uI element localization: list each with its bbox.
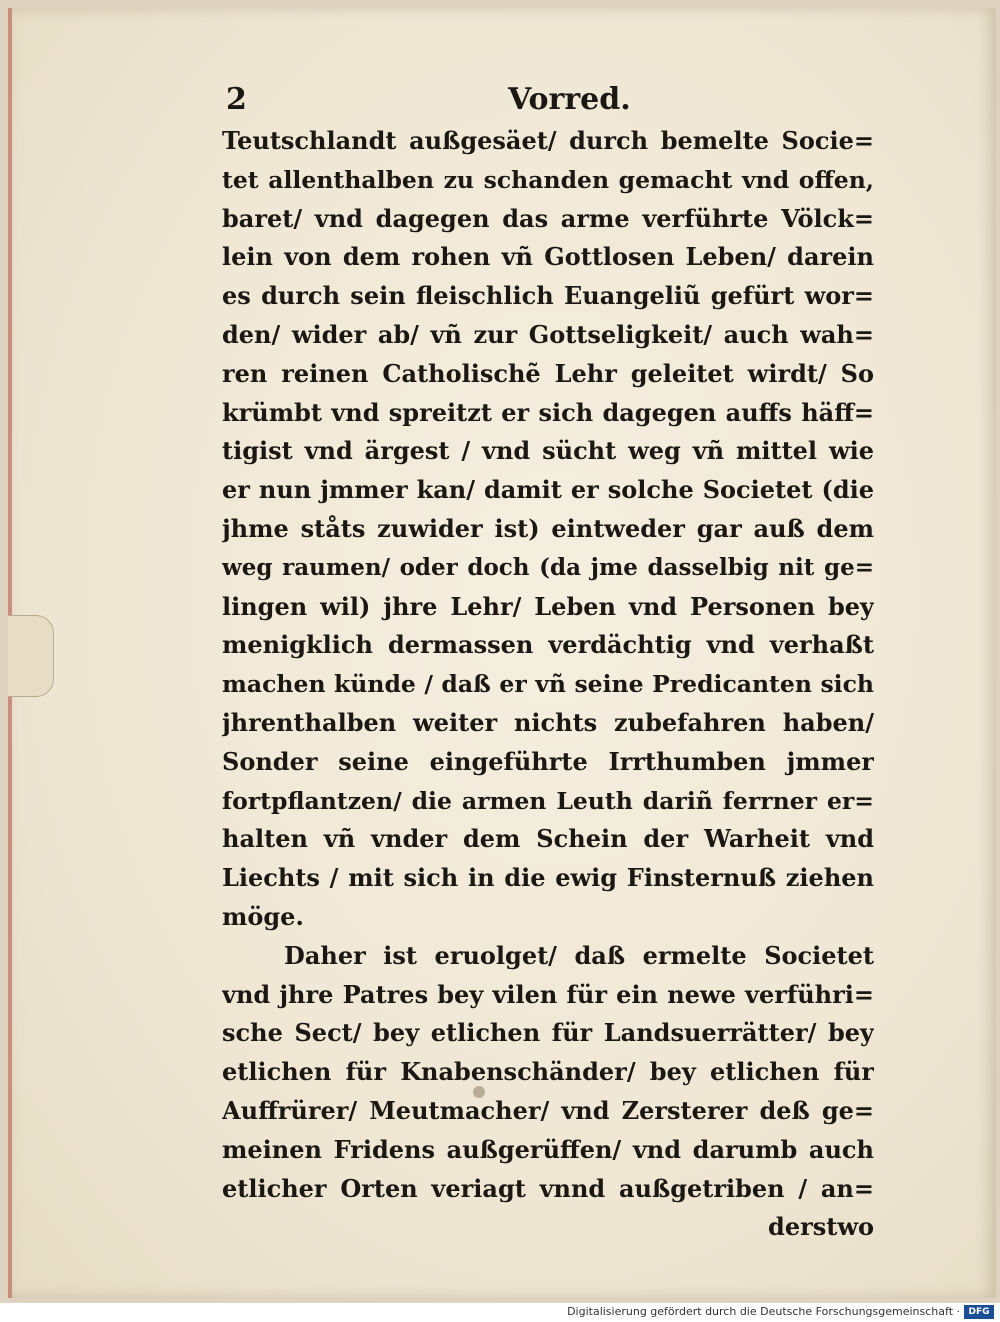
text-line: meinen Fridens außgerüffen/ vnd darumb auch bbox=[222, 1134, 874, 1164]
text-line: machen künde / daß er vñ seine Predicanten sich bbox=[222, 670, 874, 699]
text-line: sche Sect/ bey etlichen für Landsuerrätter/ bey bbox=[222, 1018, 874, 1048]
text-line: menigklich dermassen verdächtig vnd verhaßt bbox=[222, 630, 874, 660]
text-line: den/ wider ab/ vñ zur Gottseligkeit/ auch wah= bbox=[222, 319, 874, 349]
text-line: möge. bbox=[222, 901, 304, 931]
text-line: Auffrürer/ Meutmacher/ vnd Zersterer deß ge= bbox=[222, 1095, 874, 1125]
funding-credit: Digitalisierung gefördert durch die Deutsche Forschungsgemeinschaft · bbox=[567, 1305, 960, 1318]
page-number: 2 bbox=[226, 82, 247, 117]
catchword: derstwo bbox=[768, 1212, 874, 1242]
text-line: lein von dem rohen vñ Gottlosen Leben/ darein bbox=[222, 242, 874, 272]
text-line: baret/ vnd dagegen das arme verführte Völck= bbox=[222, 203, 874, 233]
text-line: Sonder seine eingeführte Irrthumben jmmer bbox=[222, 746, 874, 776]
text-line: es durch sein fleischlich Euangeliũ gefürt wor= bbox=[222, 281, 874, 311]
paragraph-start-line: Daher ist eruolget/ daß ermelte Societet bbox=[284, 940, 874, 970]
text-line: Liechts / mit sich in die ewig Finsternuß ziehen bbox=[222, 863, 874, 893]
running-head: Vorred. bbox=[508, 82, 631, 117]
text-line: ren reinen Catholischẽ Lehr geleitet wirdt/ So bbox=[222, 358, 874, 388]
text-line: lingen wil) jhre Lehr/ Leben vnd Personen bey bbox=[222, 591, 874, 621]
text-line: tigist vnd ärgest / vnd sücht weg vñ mittel wie bbox=[222, 436, 874, 466]
footer-bar bbox=[0, 1303, 1000, 1322]
text-line: vnd jhre Patres bey vilen für ein newe verführi= bbox=[222, 979, 874, 1009]
body-text bbox=[222, 122, 874, 1247]
text-line: halten vñ vnder dem Schein der Warheit vnd bbox=[222, 824, 874, 854]
text-line: jhme ståts zuwider ist) eintweder gar auß dem bbox=[222, 513, 874, 543]
text-line: etlicher Orten veriagt vnnd außgetriben / an= bbox=[222, 1173, 874, 1203]
page-header bbox=[0, 82, 1000, 122]
text-line: Teutschlandt außgesäet/ durch bemelte Socie= bbox=[222, 126, 874, 155]
text-line: er nun jmmer kan/ damit er solche Societet (die bbox=[222, 475, 874, 505]
text-line: jhrenthalben weiter nichts zubefahren haben/ bbox=[222, 707, 874, 737]
page-tab-marker bbox=[8, 615, 54, 697]
text-line: etlichen für Knabenschänder/ bey etlichen für bbox=[222, 1057, 874, 1087]
text-line: fortpflantzen/ die armen Leuth dariñ ferrner er= bbox=[222, 786, 874, 815]
text-line: weg raumen/ oder doch (da jme dasselbig nit ge= bbox=[222, 553, 874, 581]
text-line: tet allenthalben zu schanden gemacht vnd offen, bbox=[222, 165, 874, 194]
dfg-logo: DFG bbox=[964, 1305, 994, 1319]
text-line: krümbt vnd spreitzt er sich dagegen auffs häff= bbox=[222, 397, 874, 427]
